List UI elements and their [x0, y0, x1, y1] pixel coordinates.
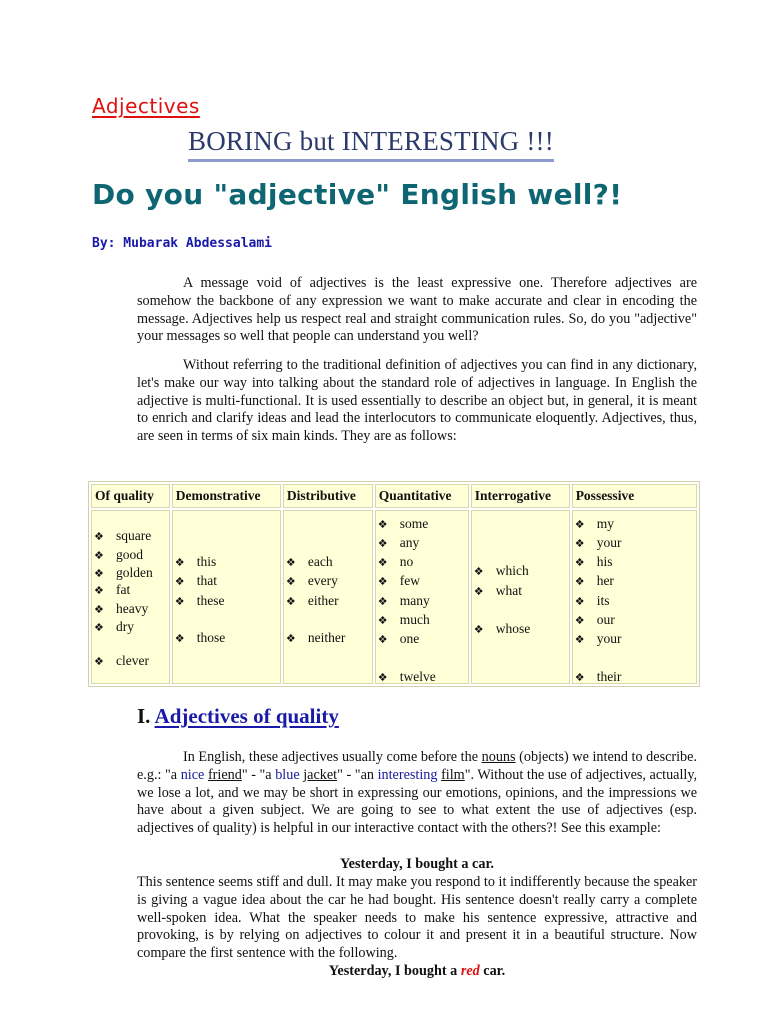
list-item — [575, 573, 614, 589]
diamond-bullet-icon: ❖ — [574, 556, 585, 569]
intro-paragraph-2 — [137, 357, 697, 446]
diamond-bullet-icon: ❖ — [473, 623, 484, 636]
noun-example: jacket — [303, 766, 338, 783]
diamond-bullet-icon: ❖ — [377, 537, 388, 550]
list-item — [286, 573, 338, 589]
intro-paragraph-2-text: Without referring to the traditional definition of adjectives you can find in any dictionary, let's make our way into talking about the standard role of adjectives in language. In English the adjective is multi-functional. It is used essentially to describe an object but, in general, it is meant to enrich and clarify ideas and lead the interlocutors to communicate eloquently. Adjectives, thus, are seen in terms of six main kinds. They are as follows: — [137, 357, 697, 445]
adjective-word: that — [196, 573, 218, 588]
diamond-bullet-icon: ❖ — [285, 575, 296, 588]
adjective-word: those — [196, 630, 226, 645]
adjective-word: this — [196, 554, 217, 569]
noun-example: film — [441, 766, 465, 783]
list-item — [175, 554, 217, 570]
diamond-bullet-icon: ❖ — [94, 621, 104, 634]
diamond-bullet-icon: ❖ — [574, 595, 585, 608]
red-adjective: red — [460, 963, 480, 979]
adjective-word: your — [596, 535, 622, 550]
list-item — [94, 601, 148, 617]
diamond-bullet-icon: ❖ — [285, 595, 296, 608]
example-text: Yesterday, I bought a — [328, 963, 458, 979]
para-text: ". Without the use of adjectives, actually, we lose a lot, and we may be short in expressing our emotions, opinions, and the impressions we have about a given subject. We are going to see to what extent the use of adjectives (esp. adjectives of quality) is helpful in our interactive contact with the others?! See this example: — [137, 766, 698, 837]
list-item — [474, 563, 529, 579]
list-item — [286, 593, 339, 609]
adjective-word: these — [196, 593, 225, 608]
list-item — [94, 619, 134, 635]
list-item — [94, 565, 153, 581]
para-text: (objects) we intend to describe. e.g.: "a — [137, 749, 697, 783]
adjective-word: its — [596, 593, 610, 608]
intro-paragraph-1-text: A message void of adjectives is the least expressive one. Therefore adjectives are somehow the backbone of any expression we want to make accurate and clear in encoding the message. Adjectives help us respect real and straight communication rules. So, do you "adjective" your messages so well that people can understand you well? — [137, 275, 697, 345]
diamond-bullet-icon: ❖ — [473, 585, 484, 598]
section-heading — [137, 704, 339, 729]
list-item — [286, 554, 333, 570]
header-interrogative: Interrogative — [471, 484, 570, 508]
diamond-bullet-icon: ❖ — [377, 671, 388, 684]
diamond-bullet-icon: ❖ — [174, 575, 185, 588]
adjective-word: few — [399, 573, 421, 588]
adjective-word: what — [495, 583, 522, 598]
adjective-word: his — [596, 554, 613, 569]
adjective-word: every — [307, 573, 338, 588]
para-text: " - "an — [337, 766, 374, 783]
cell-distributive — [283, 510, 373, 684]
adjectives-of-quality-link[interactable]: Adjectives of quality — [154, 704, 339, 728]
example-text: car. — [483, 963, 506, 979]
list-item — [286, 630, 345, 646]
diamond-bullet-icon: ❖ — [94, 603, 104, 616]
adjective-word: twelve — [399, 669, 436, 684]
adjective-word: your — [596, 631, 622, 646]
list-item — [378, 612, 430, 628]
list-item — [575, 593, 610, 609]
list-item — [94, 582, 130, 598]
list-item — [378, 554, 414, 570]
adjective-word: much — [399, 612, 430, 627]
list-item — [575, 554, 613, 570]
adjective-word: heavy — [116, 601, 149, 616]
list-item — [575, 516, 614, 532]
intro-paragraph-1 — [137, 275, 697, 346]
adjective-word: golden — [116, 565, 153, 580]
author-byline: By: Mubarak Abdessalami — [92, 236, 273, 251]
diamond-bullet-icon: ❖ — [574, 614, 585, 627]
list-item — [378, 516, 429, 532]
page-title: Do you "adjective" English well?! — [92, 178, 623, 211]
diamond-bullet-icon: ❖ — [377, 556, 388, 569]
diamond-bullet-icon: ❖ — [473, 565, 484, 578]
table-row — [91, 510, 697, 684]
diamond-bullet-icon: ❖ — [94, 567, 104, 580]
diamond-bullet-icon: ❖ — [285, 632, 296, 645]
diamond-bullet-icon: ❖ — [377, 614, 388, 627]
topic-label: Adjectives — [92, 94, 200, 118]
diamond-bullet-icon: ❖ — [377, 518, 388, 531]
adjective-word: each — [307, 554, 333, 569]
adjective-example: blue — [275, 766, 300, 783]
list-item — [575, 612, 615, 628]
header-possessive: Possessive — [572, 484, 697, 508]
list-item — [94, 547, 143, 563]
list-item — [378, 631, 420, 647]
diamond-bullet-icon: ❖ — [285, 556, 296, 569]
section-numeral: I. — [137, 704, 151, 728]
list-item — [175, 630, 226, 646]
list-item — [378, 593, 430, 609]
example-sentence-2 — [137, 963, 697, 980]
example-sentence-1: Yesterday, I bought a car. — [340, 856, 494, 872]
adjective-word: either — [307, 593, 339, 608]
table-header-row — [91, 484, 697, 508]
cell-quantitative — [375, 510, 469, 684]
noun-example: friend — [207, 766, 242, 783]
diamond-bullet-icon: ❖ — [574, 671, 585, 684]
list-item — [94, 528, 151, 544]
section-paragraph-1 — [137, 749, 697, 838]
para-text: " - "a — [241, 766, 272, 783]
header-distributive: Distributive — [283, 484, 373, 508]
adjective-word: whose — [495, 621, 531, 636]
adjective-word: some — [399, 516, 429, 531]
para-text: In English, these adjectives usually come before the — [183, 749, 479, 765]
diamond-bullet-icon: ❖ — [174, 595, 185, 608]
adjective-word: fat — [116, 582, 131, 597]
adjective-kinds-table — [88, 481, 700, 687]
list-item — [575, 535, 622, 551]
list-item — [175, 593, 225, 609]
header-quantitative: Quantitative — [375, 484, 469, 508]
adjective-word: our — [596, 612, 615, 627]
list-item — [474, 583, 522, 599]
adjective-word: one — [399, 631, 420, 646]
header-of-quality: Of quality — [91, 484, 170, 508]
section-paragraph-2: This sentence seems stiff and dull. It may make you respond to it indifferently because the speaker is giving a vague idea about the car he had bought. His sentence doesn't really carry a complete well-spoken idea. What the speaker needs to make his sentence expressive, attractive and provoking, is by relying on adjectives to colour it and present it in a beautiful structure. Now compare the first sentence with the following. — [137, 874, 697, 962]
adjective-word: clever — [116, 653, 149, 668]
list-item — [575, 631, 622, 647]
adjective-word: neither — [307, 630, 346, 645]
diamond-bullet-icon: ❖ — [574, 518, 585, 531]
diamond-bullet-icon: ❖ — [377, 575, 388, 588]
cell-possessive — [572, 510, 697, 684]
diamond-bullet-icon: ❖ — [574, 537, 585, 550]
diamond-bullet-icon: ❖ — [94, 549, 104, 562]
adjective-word: no — [399, 554, 414, 569]
cell-interrogative — [471, 510, 570, 684]
diamond-bullet-icon: ❖ — [174, 556, 185, 569]
adjective-word: my — [596, 516, 614, 531]
adjective-word: good — [116, 547, 143, 562]
adjective-example: nice — [180, 766, 205, 783]
header-demonstrative: Demonstrative — [172, 484, 281, 508]
adjective-word: her — [596, 573, 614, 588]
adjective-word: which — [495, 563, 529, 578]
adjective-word: dry — [116, 619, 134, 634]
list-item — [378, 573, 420, 589]
list-item — [378, 535, 420, 551]
diamond-bullet-icon: ❖ — [574, 633, 585, 646]
list-item — [575, 669, 622, 685]
diamond-bullet-icon: ❖ — [94, 655, 104, 668]
adjective-word: many — [399, 593, 430, 608]
list-item — [378, 669, 436, 685]
diamond-bullet-icon: ❖ — [174, 632, 185, 645]
diamond-bullet-icon: ❖ — [94, 530, 104, 543]
adjective-word: square — [116, 528, 152, 543]
adjective-word: any — [399, 535, 420, 550]
diamond-bullet-icon: ❖ — [377, 595, 388, 608]
diamond-bullet-icon: ❖ — [94, 584, 104, 597]
adjective-example: interesting — [377, 766, 438, 783]
diamond-bullet-icon: ❖ — [377, 633, 388, 646]
list-item — [474, 621, 531, 637]
nouns-term: nouns — [481, 749, 516, 765]
diamond-bullet-icon: ❖ — [574, 575, 585, 588]
cell-demonstrative — [172, 510, 281, 684]
cell-quality — [91, 510, 170, 684]
banner-heading: BORING but INTERESTING !!! — [188, 126, 554, 162]
list-item — [94, 653, 149, 669]
list-item — [175, 573, 217, 589]
adjective-word: their — [596, 669, 622, 684]
